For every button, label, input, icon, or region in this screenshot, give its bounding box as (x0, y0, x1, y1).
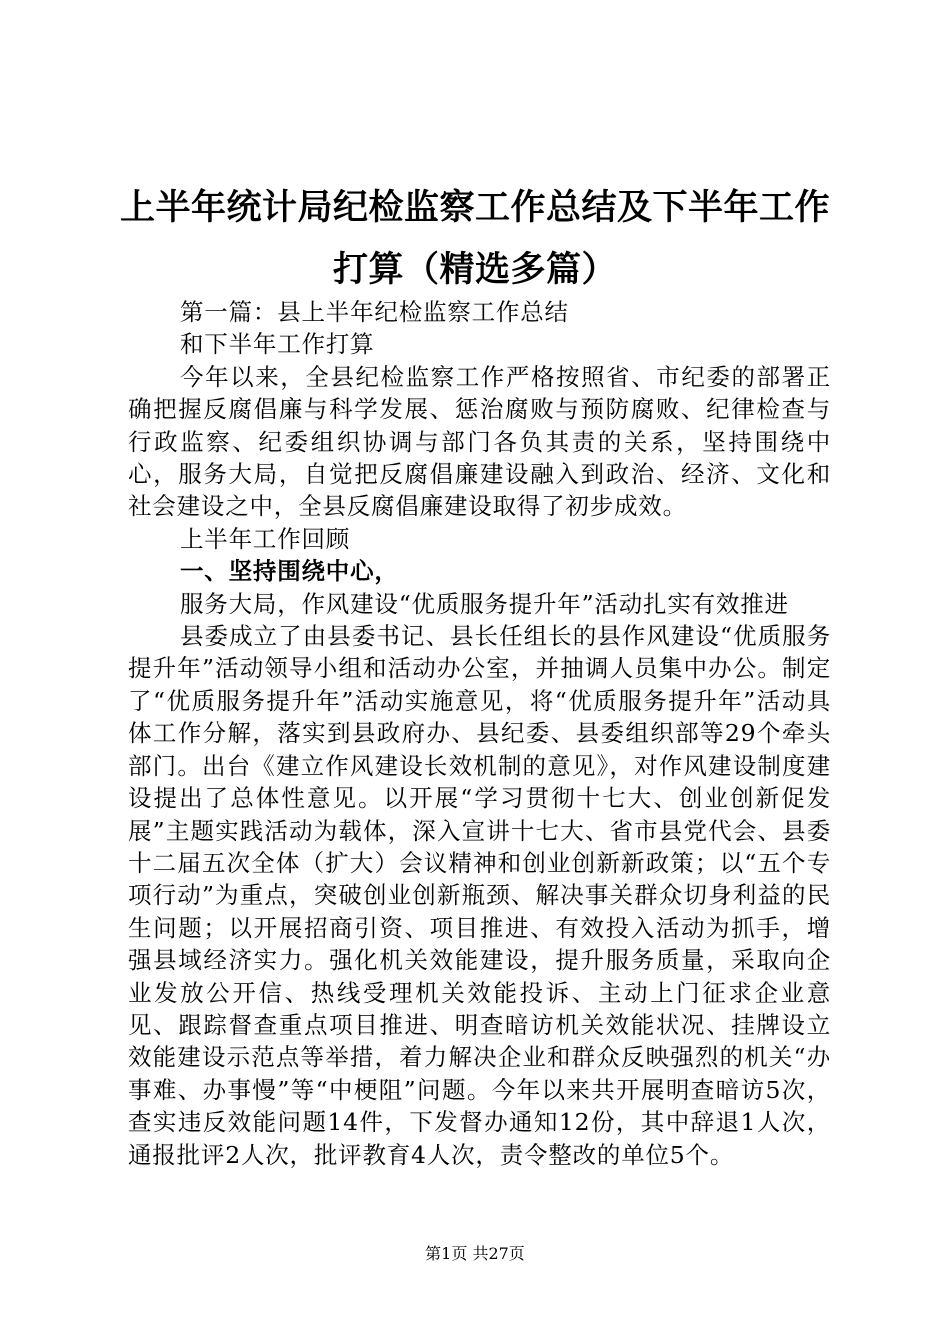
subsection-title: 上半年工作回顾 (180, 524, 351, 553)
section-heading-part1: 第一篇：县上半年纪检监察工作总结 (180, 298, 569, 326)
page-number-footer: 第1页 共27页 (425, 1244, 525, 1263)
document-title-line-2: 打算（精选多篇） (332, 250, 617, 290)
section-heading-part2: 和下半年工作打算 (180, 330, 375, 359)
body-paragraph: 县委成立了由县委书记、县长任组长的县作风建设“优质服务提升年”活动领导小组和活动办公室，并抽调人员集中办公。制定了“优质服务提升年”活动实施意见，将“优质服务提升年”活动具体工作分解，落实到县政府办、县纪委、县委组织部等29个牵头部门。出台《建立作风建设长效机制的意见》，对作风建设制度建设提出了总体性意见。以开展“学习贯彻十七大、创业创新促发展”主题实践活动为载体，深入宣讲十七大、省市县党代会、县委十二届五次全体（扩大）会议精神和创业创新新政策；以“五个专项行动”为重点，突破创业创新瓶颈、解决事关群众切身利益的民生问题；以开展招商引资、项目推进、有效投入活动为抓手，增强县域经济实力。强化机关效能建设，提升服务质量，采取向企业发放公开信、热线受理机关效能投诉、主动上门征求企业意见、跟踪督查重点项目推进、明查暗访机关效能状况、挂牌设立效能建设示范点等举措，着力解决企业和群众反映强烈的机关“办事难、办事慢”等“中梗阻”问题。今年以来共开展明查暗访5次，查实违反效能问题14件，下发督办通知12份，其中辞退1人次，通报批评2人次，批评教育4人次，责令整改的单位5个。 (128, 622, 831, 1169)
document-title-line-1: 上半年统计局纪检监察工作总结及下半年工作 (119, 188, 830, 228)
document-body (128, 296, 831, 1171)
intro-paragraph: 今年以来，全县纪检监察工作严格按照省、市纪委的部署正确把握反腐倡廉与科学发展、惩治腐败与预防腐败、纪律检查与行政监察、纪委组织协调与部门各负其责的关系，坚持围绕中心，服务大局，自觉把反腐倡廉建设融入到政治、经济、文化和社会建设之中，全县反腐倡廉建设取得了初步成效。 (128, 362, 831, 521)
bold-heading: 一、坚持围绕中心， (180, 557, 399, 586)
heading-continuation: 服务大局，作风建设“优质服务提升年”活动扎实有效推进 (180, 589, 789, 618)
